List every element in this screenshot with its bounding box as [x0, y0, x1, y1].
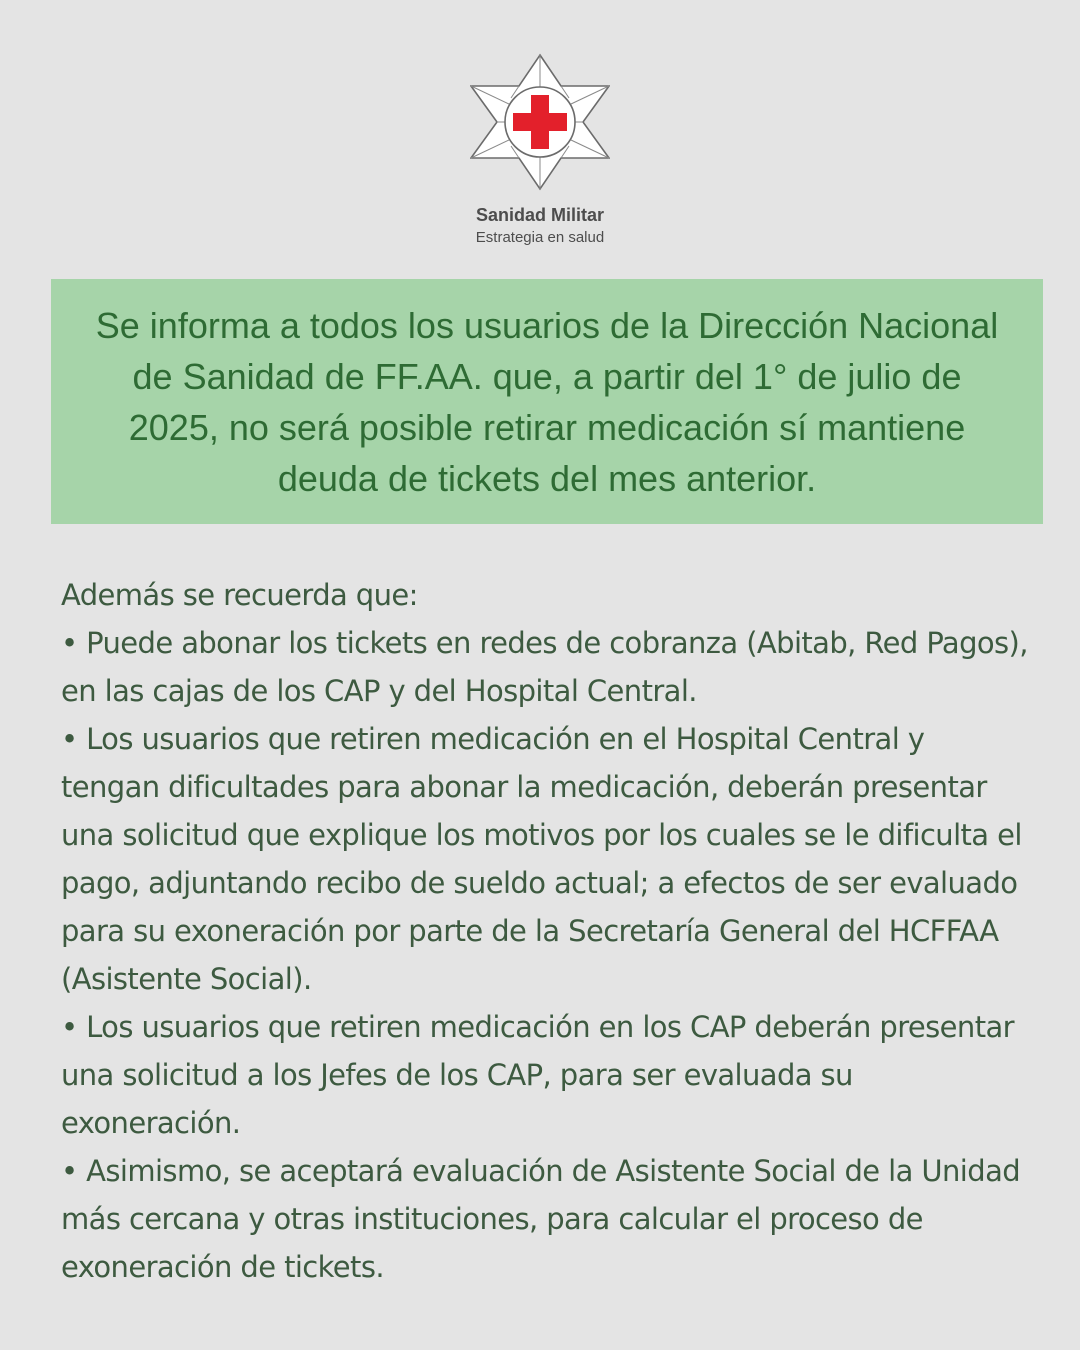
notice-banner: [51, 279, 1043, 524]
reminders-section: [61, 571, 1031, 1291]
brand-header: [0, 52, 1080, 248]
brand-name: Sanidad Militar: [475, 205, 605, 225]
red-cross-star-logo-icon: [470, 52, 610, 192]
reminder-item: • Los usuarios que retiren medicación en los CAP deberán presentar una solicitud a los Jefes de los CAP, para ser evaluada su exoneración.: [61, 1010, 1014, 1140]
reminder-item: • Los usuarios que retiren medicación en el Hospital Central y tengan dificultades para abonar la medicación, deberán presentar una solicitud que explique los motivos por los cuales se le dificulta el pago, adjuntando recibo de sueldo actual; a efectos de ser evaluado para su exoneración por parte de la Secretaría General del HCFFAA (Asistente Social).: [61, 722, 1022, 996]
reminders-intro: Además se recuerda que:: [61, 578, 418, 612]
brand-tagline: Estrategia en salud: [475, 229, 605, 246]
reminder-item: • Asimismo, se aceptará evaluación de Asistente Social de la Unidad más cercana y otras instituciones, para calcular el proceso de exoneración de tickets.: [61, 1154, 1021, 1284]
notice-text: Se informa a todos los usuarios de la Dirección Nacional de Sanidad de FF.AA. que, a partir del 1° de julio de 2025, no será posible retirar medicación sí mantiene deuda de tickets del mes anterior.: [95, 304, 999, 499]
reminder-item: • Puede abonar los tickets en redes de cobranza (Abitab, Red Pagos), en las cajas de los CAP y del Hospital Central.: [61, 626, 1028, 708]
